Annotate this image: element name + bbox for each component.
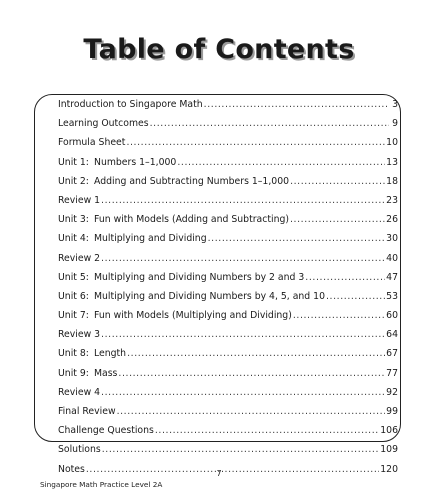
toc-entry-title: Numbers 1–1,000 — [94, 156, 177, 168]
footer-book-title: Singapore Math Practice Level 2A — [40, 480, 163, 489]
toc-entry — [58, 214, 398, 233]
toc-entry — [58, 137, 398, 156]
toc-entry-title: Introduction to Singapore Math — [58, 99, 203, 110]
toc-page-number: 23 — [386, 194, 398, 206]
toc-entry — [58, 233, 398, 252]
dot-leader — [293, 310, 385, 321]
toc-page-number: 64 — [386, 329, 398, 341]
toc-page-number: 3 — [392, 99, 398, 110]
toc-page-number: 60 — [386, 310, 398, 322]
toc-unit-number: Unit 1: — [58, 156, 89, 168]
toc-entry — [58, 118, 398, 137]
toc-unit-number: Unit 6: — [58, 290, 89, 302]
toc-entry-title: Final Review — [58, 406, 116, 417]
dot-leader — [101, 195, 385, 206]
page-title: Table of Contents — [83, 34, 355, 65]
toc-entry-title: Learning Outcomes — [58, 118, 149, 130]
toc-entry — [58, 348, 398, 367]
toc-entry — [58, 329, 398, 348]
toc-unit-number: Unit 8: — [58, 348, 89, 360]
toc-page-number: 26 — [386, 214, 398, 226]
toc-page-number: 67 — [386, 348, 398, 360]
toc-unit-number: Unit 9: — [58, 367, 89, 379]
toc-entry — [58, 157, 398, 176]
toc-entry — [58, 425, 398, 444]
dot-leader — [126, 137, 385, 148]
dot-leader — [101, 329, 385, 340]
toc-page-number: 99 — [386, 406, 398, 417]
toc-page-number: 77 — [386, 367, 398, 379]
toc-entry — [58, 253, 398, 272]
dot-leader — [101, 387, 385, 398]
toc-unit-number: Unit 2: — [58, 175, 89, 187]
toc-entry-title: Review 3 — [58, 329, 101, 341]
toc-entry — [58, 368, 398, 387]
toc-entry-title: Review 4 — [58, 386, 101, 398]
dot-leader — [290, 176, 385, 187]
toc-entry-title: Fun with Models (Adding and Subtracting) — [94, 214, 289, 226]
toc-unit-number: Unit 7: — [58, 310, 89, 322]
toc-unit-number: Unit 4: — [58, 233, 89, 245]
dot-leader — [101, 253, 385, 264]
toc-entry — [58, 406, 398, 425]
toc-entry-title: Challenge Questions — [58, 425, 154, 437]
toc-entry-title: Notes — [58, 463, 85, 475]
dot-leader — [177, 157, 385, 168]
dot-leader — [208, 233, 386, 244]
toc-page-number: 109 — [380, 444, 398, 456]
toc-entry-title: Length — [94, 348, 127, 360]
toc-entry — [58, 176, 398, 195]
toc-page-number: 9 — [392, 118, 398, 130]
page-number: 7 — [216, 469, 222, 478]
toc-entry-title: Solutions — [58, 444, 101, 456]
toc-page-number: 18 — [386, 175, 398, 187]
dot-leader — [155, 425, 379, 436]
dot-leader — [150, 118, 389, 129]
dot-leader — [326, 291, 385, 302]
toc-entry-title: Multiplying and Dividing — [94, 233, 207, 245]
dot-leader — [117, 406, 386, 417]
toc-entry — [58, 272, 398, 291]
toc-page-number: 106 — [380, 425, 398, 437]
toc-entry-title: Mass — [94, 367, 118, 379]
toc-entry-title: Fun with Models (Multiplying and Dividing) — [94, 310, 292, 322]
toc-entry — [58, 387, 398, 406]
toc-list — [58, 99, 398, 483]
toc-entry-title: Review 1 — [58, 194, 101, 206]
toc-page-number: 53 — [386, 290, 398, 302]
toc-entry-title: Formula Sheet — [58, 137, 126, 149]
toc-entry-title: Review 2 — [58, 252, 101, 264]
toc-entry — [58, 291, 398, 310]
toc-page-number: 40 — [386, 252, 398, 264]
toc-entry-title: Adding and Subtracting Numbers 1–1,000 — [94, 175, 290, 187]
dot-leader — [305, 272, 385, 283]
dot-leader — [127, 348, 385, 359]
toc-page-number: 92 — [386, 386, 398, 398]
toc-entry-title: Multiplying and Dividing Numbers by 2 and 3 — [94, 271, 305, 283]
toc-unit-number: Unit 3: — [58, 214, 89, 226]
toc-entry — [58, 310, 398, 329]
toc-entry — [58, 444, 398, 463]
toc-entry — [58, 195, 398, 214]
toc-page-number: 30 — [386, 233, 398, 245]
toc-page-number: 120 — [380, 463, 398, 475]
toc-entry-title: Multiplying and Dividing Numbers by 4, 5, and 10 — [94, 290, 325, 302]
dot-leader — [204, 99, 389, 110]
dot-leader — [102, 444, 380, 455]
dot-leader — [290, 214, 385, 225]
dot-leader — [118, 368, 385, 379]
toc-page-number: 10 — [386, 137, 398, 149]
toc-page-number: 47 — [386, 271, 398, 283]
toc-entry — [58, 99, 398, 118]
toc-page-number: 13 — [386, 156, 398, 168]
toc-unit-number: Unit 5: — [58, 271, 89, 283]
